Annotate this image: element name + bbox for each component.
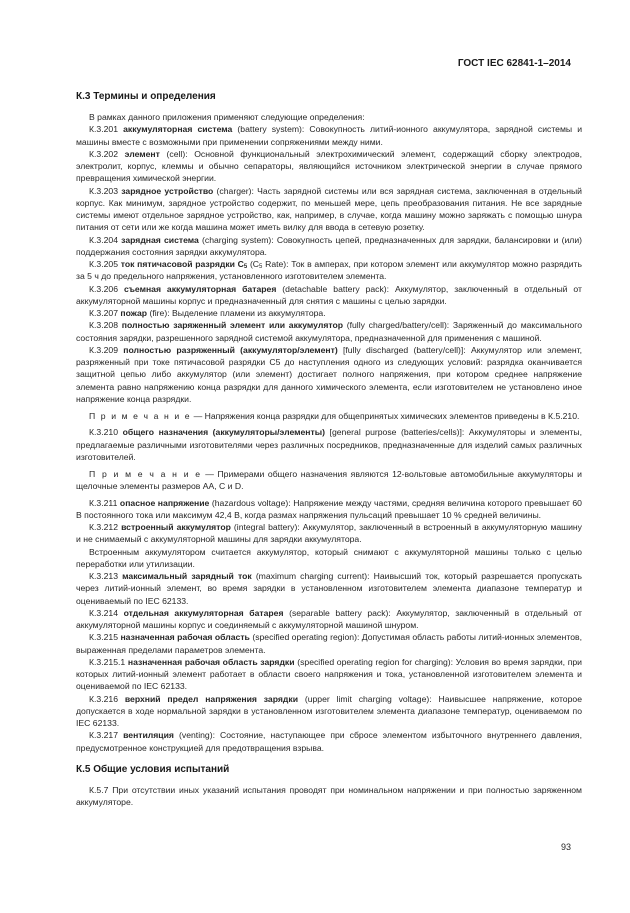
term-number: К.3.212 xyxy=(89,522,119,532)
document-body xyxy=(76,91,582,808)
term-definition: (upper limit charging voltage): Наивысшее напряжение, которое допускается в ходе нормальной зарядки в установленном изготовителем элемента диапазоне температур, оцениваемом по IEC 62133. xyxy=(76,693,582,728)
intro-paragraph: В рамках данного приложения применяют следующие определения: xyxy=(89,112,365,122)
term-name: зарядная система xyxy=(121,234,199,245)
term-name: назначенная рабочая область xyxy=(120,632,250,643)
term-number: К.3.215.1 xyxy=(89,656,126,667)
k5-paragraph: К.5.7 При отсутствии иных указаний испытания проводят при номинальном напряжении и при полностью заряженном аккумуляторе. xyxy=(76,784,582,807)
term-k3-212-extra: Встроенным аккумулятором считается аккумулятор, который снимают с аккумуляторной машины только с целью переработки или утилизации. xyxy=(76,546,582,569)
term-definition: (battery system): Совокупность литий-ионного аккумулятора, зарядной системы и машины вместе с возможными при применении сопряжениями между ними. xyxy=(76,124,583,147)
term-name: пожар xyxy=(120,308,148,318)
term-k3-216 xyxy=(76,693,582,730)
term-name: зарядное устройство xyxy=(121,185,214,196)
term-k3-206 xyxy=(76,283,582,308)
term-k3-202 xyxy=(76,148,582,185)
term-k3-217 xyxy=(76,729,582,754)
term-number: К.3.211 xyxy=(89,497,118,508)
note-label: П р и м е ч а н и е xyxy=(89,469,202,479)
term-number: К.3.202 xyxy=(89,148,119,159)
term-definition: (integral battery): Аккумулятор, заключенный в встроенный в аккумуляторную машину и не снимаемый с аккумуляторной машины для зарядки аккумулятора. xyxy=(76,522,582,545)
term-name: вентиляция xyxy=(123,730,174,741)
term-definition: (charging system): Совокупность цепей, предназначенных для зарядки, балансировки и (или) поддержания состояния зарядки аккумулятора. xyxy=(76,234,583,257)
term-name: опасное напряжение xyxy=(119,497,210,508)
note-label: П р и м е ч а н и е xyxy=(89,411,192,421)
term-k3-203 xyxy=(76,185,582,234)
term-k3-213 xyxy=(76,570,582,607)
term-k3-210 xyxy=(76,426,582,463)
term-k3-215 xyxy=(76,631,582,656)
term-number: К.3.210 xyxy=(89,427,119,438)
term-definition: (specified operating region for charging): Условия во время зарядки, при которых литий-ионный элемент работает в области своего напряжения и тока, установленной изготовителем элемента и оцениваемой по IEC 62133. xyxy=(76,656,582,692)
term-number: К.3.217 xyxy=(89,730,119,741)
term-definition: (cell): Основной функциональный электрохимический элемент, содержащий сборку электродов, электролит, корпус, клеммы и обычно сепараторы, являющийся источником электрической энергии в случае прямого превращения химической энергии. xyxy=(76,148,582,184)
section-title-k5: К.5 Общие условия испытаний xyxy=(76,763,230,775)
term-definition: (maximum charging current): Наивысший ток, который разрешается пропускать через литий-ионный элемент, во время зарядки в установленном изготовителем элемента диапазоне температур и оцениваемый по IEC 62133. xyxy=(76,571,582,606)
term-k3-207 xyxy=(76,307,582,319)
page-header: ГОСТ IEC 62841-1–2014 xyxy=(457,58,571,69)
term-name: элемент xyxy=(124,148,160,159)
term-number: К.3.209 xyxy=(89,344,119,355)
term-k3-209 xyxy=(76,344,582,405)
term-name: встроенный аккумулятор xyxy=(121,522,231,532)
term-definition: Rate): Ток в амперах, при котором элемент или аккумулятор можно разрядить за 5 ч до предельного напряжения, установленного изготовителем элемента. xyxy=(76,259,582,282)
term-k3-204 xyxy=(76,234,582,259)
term-name: назначенная рабочая область зарядки xyxy=(127,656,295,667)
term-definition: (fire): Выделение пламени из аккумулятора. xyxy=(149,308,326,318)
term-number: К.3.205 xyxy=(89,259,119,269)
term-definition: (fully charged/battery/cell): Заряженный до максимального состояния зарядки, разрешенного зарядной системой аккумулятора, предназначенной для применения с машиной. xyxy=(76,320,582,343)
term-k3-208 xyxy=(76,319,582,344)
term-number: К.3.207 xyxy=(89,308,119,318)
note-2 xyxy=(76,468,582,493)
term-definition: (hazardous voltage): Напряжение между частями, средняя величина которого превышает 60 В постоянного тока или максимум 42,4 В, когда размах напряжения пульсаций превышает 10 % средней величины. xyxy=(76,497,582,520)
term-name-text: ток пятичасовой разрядки С xyxy=(120,259,244,269)
note-text: — Примерами общего назначения являются 12-вольтовые автомобильные аккумуляторы и щелочные элементы размеров АА, С и D. xyxy=(76,469,582,492)
term-number: К.3.204 xyxy=(89,234,119,245)
term-name: полностью заряженный элемент или аккумулятор xyxy=(121,320,343,331)
term-name: верхний предел напряжения зарядки xyxy=(124,693,299,704)
term-name: аккумуляторная система xyxy=(123,124,233,135)
term-definition: (specified operating region): Допустимая область работы литий-ионных элементов, выраженная пределами параметров элемента. xyxy=(76,632,582,655)
term-number: К.3.215 xyxy=(89,632,119,643)
term-k3-205 xyxy=(76,258,582,283)
term-number: К.3.216 xyxy=(89,693,119,704)
term-number: К.3.206 xyxy=(89,283,119,294)
term-k3-215-1 xyxy=(76,656,582,693)
term-k3-211 xyxy=(76,497,582,522)
term-name: полностью разряженный (аккумулятор/элемент) xyxy=(123,344,338,355)
term-number: К.3.214 xyxy=(89,607,119,618)
term-definition: (venting): Состояние, наступающее при сбросе элементом избыточного внутреннего давления, предусмотренное конструкцией для предотвращения взрыва. xyxy=(76,730,582,753)
term-k3-212 xyxy=(76,521,582,546)
term-definition: [general purpose (batteries/cells)]: Аккумуляторы и элементы, предлагаемые различными изготовителями через различных посредников, предназначенные для изделий самых различных изготовителей. xyxy=(76,427,582,462)
note-1 xyxy=(76,410,582,422)
term-name xyxy=(121,259,248,269)
term-name: максимальный зарядный ток xyxy=(122,571,252,581)
term-k3-214 xyxy=(76,607,582,632)
note-text: — Напряжения конца разрядки для общепринятых химических элементов приведены в К.5.210. xyxy=(193,411,580,421)
term-number: К.3.201 xyxy=(89,124,119,135)
term-number: К.3.213 xyxy=(89,571,119,581)
term-definition: [fully discharged (battery/cell)]: Аккумулятор или элемент, разряженный при токе пятичасовой разрядки С5 до наступления одного из следующих условий: разрядка оканчивается защитной цепью либо аккумулятор (или элемент) достигает полного напряжения, при котором среднее напряжение элемента равно напряжению конца разрядки для данного химического элемента, если изготовителем не установлено иное напряжение конца разрядки. xyxy=(76,344,583,404)
term-definition-subscript: 5 xyxy=(259,264,263,270)
term-name-subscript: 5 xyxy=(243,264,248,270)
term-number: К.3.203 xyxy=(89,185,119,196)
term-name: отдельная аккумуляторная батарея xyxy=(123,607,284,618)
term-name: съемная аккумуляторная батарея xyxy=(123,283,277,294)
page-number: 93 xyxy=(560,842,571,852)
term-definition-prefix: (С xyxy=(249,259,260,269)
term-number: К.3.208 xyxy=(89,320,119,331)
term-definition: (detachable battery pack): Аккумулятор, заключенный в отдельный от аккумуляторной машины корпус и предназначенный для снятия с машины с целью зарядки. xyxy=(76,283,582,306)
term-k3-201 xyxy=(76,123,582,148)
term-definition: (separable battery pack): Аккумулятор, заключенный в отдельный от аккумуляторной машины корпус и соединяемый с аккумуляторной машиной шнуром. xyxy=(76,607,582,630)
term-definition: (charger): Часть зарядной системы или вся зарядная система, заключенная в отдельный корпус. Как минимум, зарядное устройство содержит, по меньшей мере, цепь преобразования питания. Не все зарядные системы имеют отдельное зарядное устройство, как, например, в случае, когда машину можно заряжать с помощью шнура питания от сети или же когда машина может иметь вилку для ввода в сетевую розетку. xyxy=(76,185,582,233)
section-title-k3: К.3 Термины и определения xyxy=(76,91,216,102)
term-name: общего назначения (аккумуляторы/элементы) xyxy=(122,427,325,438)
